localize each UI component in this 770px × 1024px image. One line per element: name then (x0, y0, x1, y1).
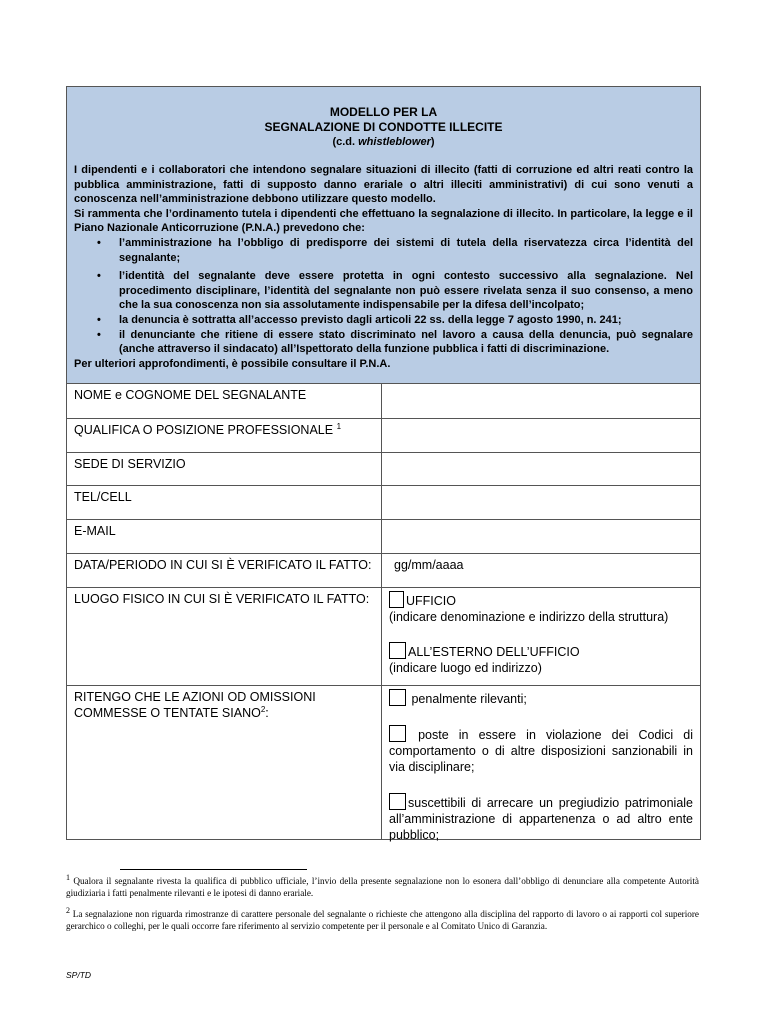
footer-tag: SP/TD (66, 970, 92, 980)
intro-closing: Per ulteriori approfondimenti, è possibile consultare il P.N.A. (74, 357, 391, 370)
form-title (74, 87, 693, 150)
label-email: E-MAIL (67, 520, 382, 553)
option-penalmente[interactable]: penalmente rilevanti; (389, 689, 693, 707)
label-qualifica: QUALIFICA O POSIZIONE PROFESSIONALE $^1$ (67, 419, 382, 452)
checkbox-pregiudizio[interactable] (389, 793, 406, 810)
label-ritengo: RITENGO CHE LE AZIONI OD OMISSIONI COMMESSE O TENTATE SIANO$^2$: (67, 686, 382, 839)
footnote-1: $^1$ Qualora il segnalante rivesta la qualifica di pubblico ufficiale, l’invio della presente segnalazione non lo esonera dall’obbligo di denunciare alla competente Autorità giudiziaria i fatti penalmente rilevanti e le ipotesi di danno erariale. (66, 872, 699, 898)
input-tel[interactable] (382, 486, 700, 519)
input-nome[interactable] (382, 384, 700, 418)
protection-list (74, 236, 693, 357)
checkbox-codici[interactable] (389, 725, 406, 742)
checkbox-penalmente[interactable] (389, 689, 406, 706)
whistleblower-form (66, 86, 701, 843)
footnote-divider (120, 869, 307, 870)
row-tel (67, 485, 700, 519)
hint-ufficio: (indicare denominazione e indirizzo della struttura) (389, 610, 669, 625)
footnote-2: $^2$ La segnalazione non riguarda rimostranze di carattere personale del segnalante o richieste che attengono alla disciplina del rapporto di lavoro o ai rapporti col superiore gerarchico o colleghi, per le quali occorre fare riferimento al servizio competente per il personale e al Comitato Unico di Garanzia. (66, 905, 699, 931)
list-item: • il denunciante che ritiene di essere stato discriminato nel lavoro a causa della denuncia, può segnalare (anche attraverso il sindacato) all’Ispettorato della funzione pubblica i fatti di discriminazione. (74, 328, 693, 357)
option-codici[interactable]: poste in essere in violazione dei Codici di comportamento o di altre disposizioni sanzionabili in via disciplinare; (389, 725, 693, 775)
option-ufficio[interactable]: UFFICIO (389, 591, 693, 609)
input-data[interactable]: gg/mm/aaaa (394, 558, 464, 573)
title-line-2: SEGNALAZIONE DI CONDOTTE ILLECITE (264, 120, 503, 134)
intro-paragraph-2: Si rammenta che l’ordinamento tutela i dipendenti che effettuano la segnalazione di illecito. In particolare, la legge e il Piano Nazionale Anticorruzione (P.N.A.) prevedono che: (74, 207, 693, 235)
intro-text (74, 163, 693, 371)
ritengo-options (382, 686, 700, 843)
row-sede (67, 452, 700, 485)
input-qualifica[interactable] (382, 419, 700, 452)
title-subtitle: (c.d. whistleblower) (332, 136, 435, 148)
footnote-ref-2: 2 (260, 705, 266, 715)
list-item: • la denuncia è sottratta all’accesso previsto dagli articoli 22 ss. della legge 7 agosto 1990, n. 241; (74, 313, 693, 328)
checkbox-ufficio[interactable] (389, 591, 404, 608)
form-header (67, 87, 700, 384)
footnote-ref-1: 1 (336, 422, 342, 432)
list-item: • l’amministrazione ha l’obbligo di predisporre dei sistemi di tutela della riservatezza circa l’identità del segnalante; (74, 236, 693, 265)
option-esterno[interactable]: ALL’ESTERNO DELL’UFFICIO (389, 642, 693, 660)
option-pregiudizio[interactable]: suscettibili di arrecare un pregiudizio patrimoniale all’amministrazione di appartenenza o ad altro ente pubblico; (389, 793, 693, 843)
checkbox-esterno[interactable] (389, 642, 406, 659)
intro-paragraph-1: I dipendenti e i collaboratori che intendono segnalare situazioni di illecito (fatti di corruzione ed altri reati contro la pubblica amministrazione, fatti di supposto danno erariale o altri illeciti amministrativi) di cui sono venuti a conoscenza nell’amministrazione debbono utilizzare questo modello. (74, 164, 693, 206)
label-nome: NOME e COGNOME DEL SEGNALANTE (67, 384, 382, 418)
form-fields (67, 384, 700, 843)
row-data (67, 553, 700, 587)
row-luogo (67, 587, 700, 685)
title-line-1: MODELLO PER LA (329, 105, 438, 119)
input-sede[interactable] (382, 453, 700, 485)
label-luogo: LUOGO FISICO IN CUI SI È VERIFICATO IL FATTO: (67, 588, 382, 685)
label-sede: SEDE DI SERVIZIO (67, 453, 382, 485)
input-email[interactable] (382, 520, 700, 553)
label-tel: TEL/CELL (67, 486, 382, 519)
row-nome (67, 384, 700, 418)
list-item: • l’identità del segnalante deve essere protetta in ogni contesto successivo alla segnalazione. Nel procedimento disciplinare, l’identità del segnalante non può essere rivelata senza il suo consenso, a meno che la sua conoscenza non sia assolutamente indispensabile per la difesa dell’incolpato; (74, 269, 693, 313)
luogo-options (382, 588, 700, 685)
row-email (67, 519, 700, 553)
label-data: DATA/PERIODO IN CUI SI È VERIFICATO IL FATTO: (67, 554, 382, 587)
hint-esterno: (indicare luogo ed indirizzo) (389, 661, 542, 676)
row-ritengo (67, 685, 700, 843)
row-qualifica (67, 418, 700, 452)
